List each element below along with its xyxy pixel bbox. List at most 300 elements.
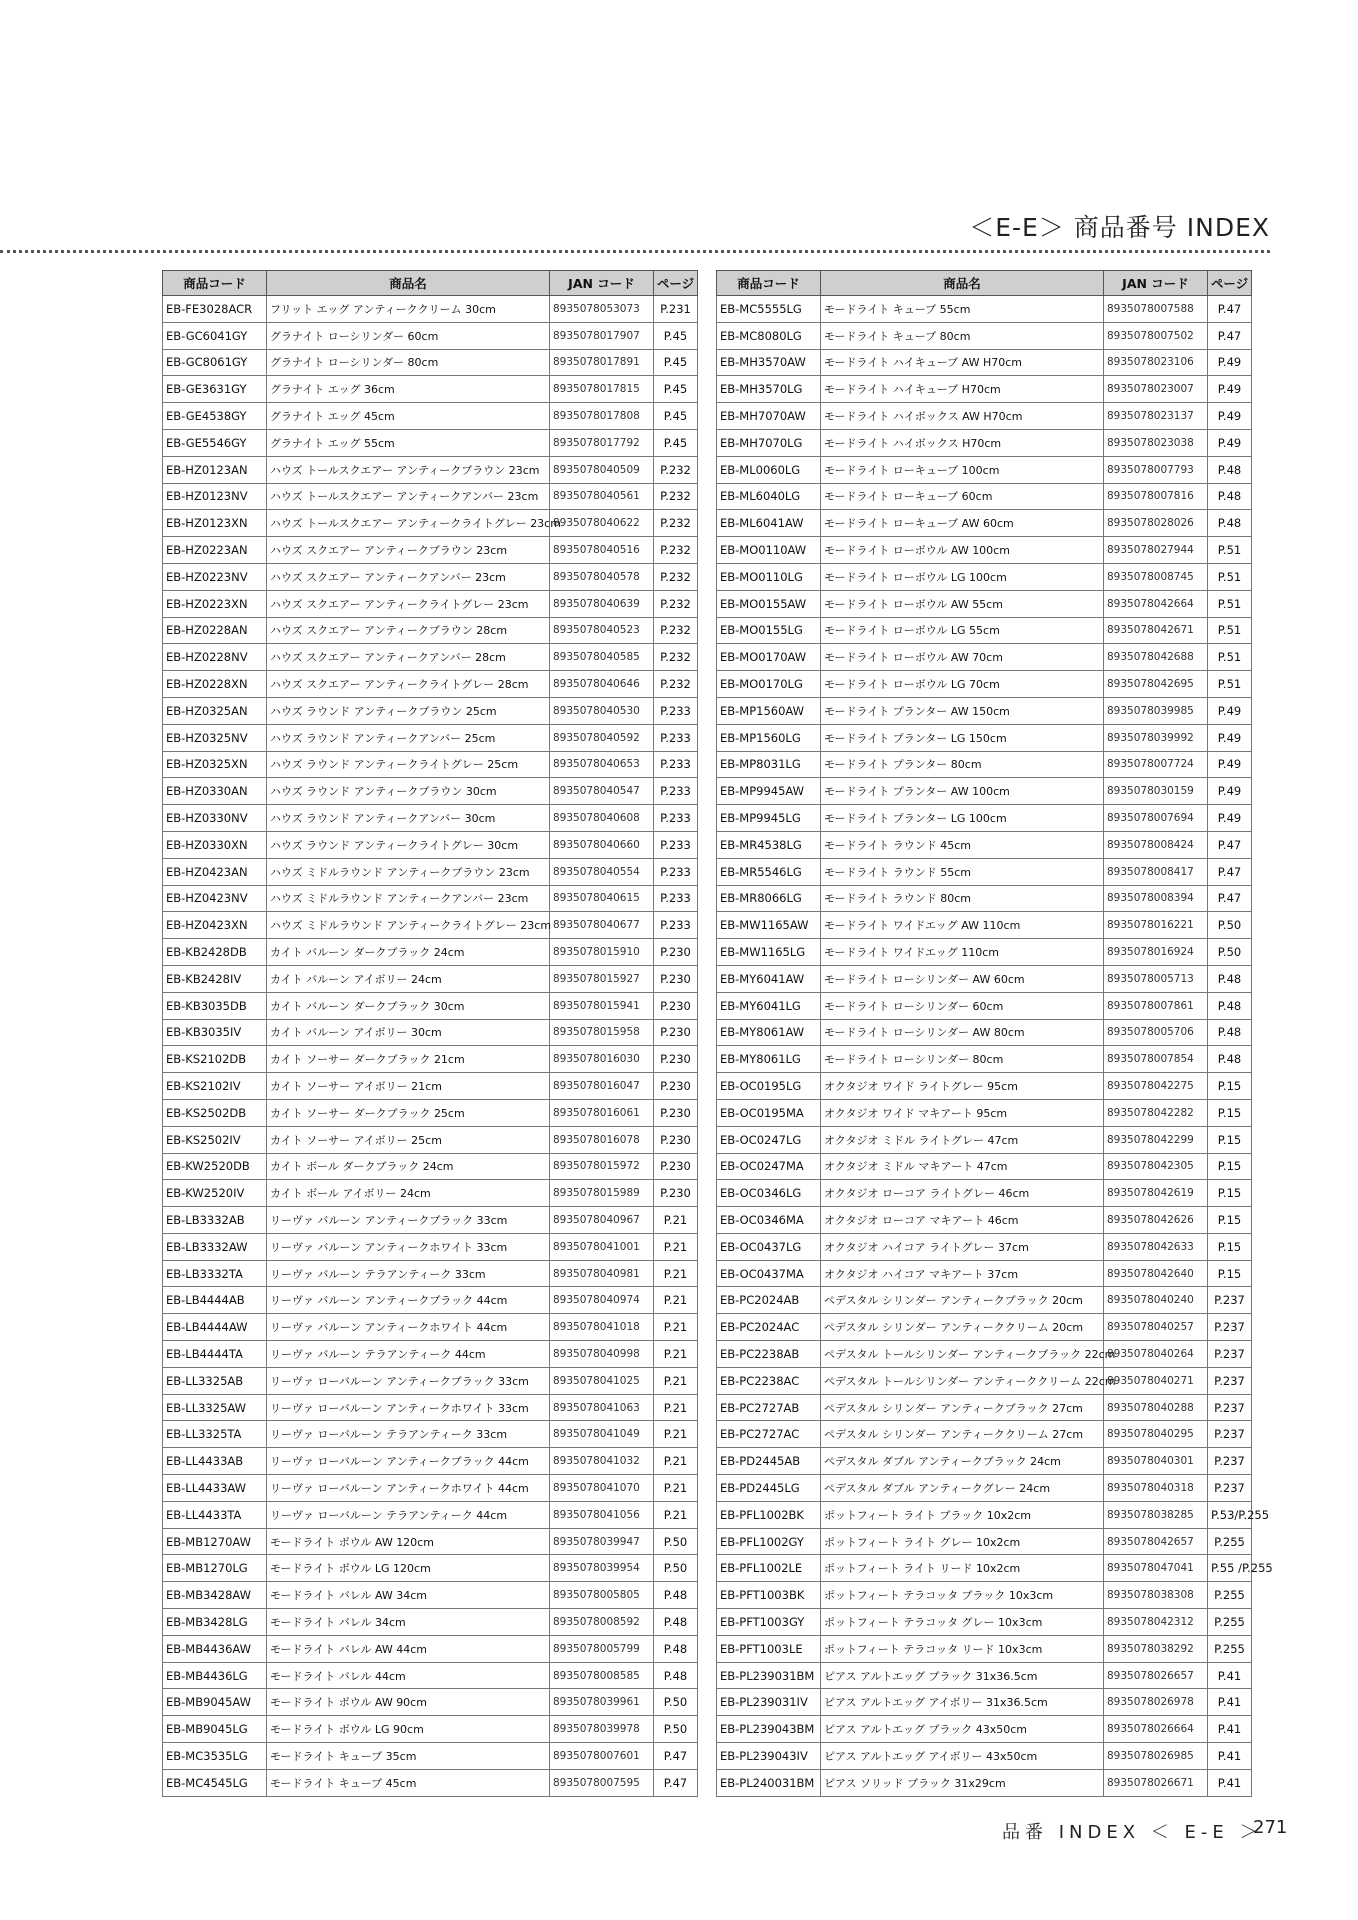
product-name: モードライト キューブ 80cm	[821, 322, 1104, 349]
product-name: ペデスタル シリンダー アンティーククリーム 20cm	[821, 1314, 1104, 1341]
product-code: EB-OC0437MA	[717, 1260, 821, 1287]
table-row	[717, 617, 1252, 644]
product-name: カイト バルーン ダークブラック 30cm	[267, 992, 550, 1019]
product-name: モードライト ローシリンダー 80cm	[821, 1046, 1104, 1073]
product-code: EB-KS2102DB	[163, 1046, 267, 1073]
jan-code: 8935078042275	[1104, 1073, 1208, 1100]
product-code: EB-LL3325TA	[163, 1421, 267, 1448]
table-row	[717, 376, 1252, 403]
jan-code: 8935078040615	[550, 885, 654, 912]
table-row	[163, 697, 698, 724]
product-code: EB-MY8061AW	[717, 1019, 821, 1046]
product-code: EB-KB3035IV	[163, 1019, 267, 1046]
table-row	[717, 1582, 1252, 1609]
product-name: モードライト バレル AW 34cm	[267, 1582, 550, 1609]
jan-code: 8935078040509	[550, 456, 654, 483]
product-name: ピアス アルトエッグ アイボリー 43x50cm	[821, 1743, 1104, 1770]
jan-code: 8935078008417	[1104, 858, 1208, 885]
product-code: EB-PC2024AC	[717, 1314, 821, 1341]
jan-code: 8935078017891	[550, 349, 654, 376]
product-code: EB-MB4436AW	[163, 1635, 267, 1662]
jan-code: 8935078041001	[550, 1233, 654, 1260]
table-row	[163, 376, 698, 403]
jan-code: 8935078040271	[1104, 1367, 1208, 1394]
product-code: EB-ML6040LG	[717, 483, 821, 510]
table-row	[163, 1475, 698, 1502]
page-ref: P.47	[1208, 296, 1252, 323]
page-ref: P.237	[1208, 1421, 1252, 1448]
page-ref: P.15	[1208, 1207, 1252, 1234]
product-name: カイト バルーン ダークブラック 24cm	[267, 939, 550, 966]
product-code: EB-MO0170AW	[717, 644, 821, 671]
jan-code: 8935078040257	[1104, 1314, 1208, 1341]
table-row	[163, 992, 698, 1019]
product-name: リーヴァ バルーン アンティークホワイト 44cm	[267, 1314, 550, 1341]
product-name: カイト ソーサー アイボリー 21cm	[267, 1073, 550, 1100]
product-name: グラナイト エッグ 36cm	[267, 376, 550, 403]
jan-code: 8935078007793	[1104, 456, 1208, 483]
product-code: EB-MC4545LG	[163, 1769, 267, 1796]
footer-label: 品番 INDEX ＜ E-E ＞	[1002, 1822, 1263, 1843]
product-code: EB-MB1270LG	[163, 1555, 267, 1582]
page-ref: P.232	[654, 590, 698, 617]
product-name: モードライト ラウンド 80cm	[821, 885, 1104, 912]
index-table-right	[716, 270, 1273, 1797]
table-row	[717, 1367, 1252, 1394]
product-name: モードライト キューブ 55cm	[821, 296, 1104, 323]
page-ref: P.45	[654, 403, 698, 430]
table-row	[163, 590, 698, 617]
table-row	[717, 1126, 1252, 1153]
jan-code: 8935078047041	[1104, 1555, 1208, 1582]
jan-code: 8935078016061	[550, 1099, 654, 1126]
product-code: EB-HZ0123NV	[163, 483, 267, 510]
table-row	[717, 403, 1252, 430]
product-name: モードライト ローシリンダー AW 60cm	[821, 965, 1104, 992]
page-ref: P.255	[1208, 1582, 1252, 1609]
table-row	[717, 1448, 1252, 1475]
page-ref: P.21	[654, 1233, 698, 1260]
product-name: ハウズ スクエアー アンティークアンバー 28cm	[267, 644, 550, 671]
page-ref: P.53/P.255	[1208, 1501, 1252, 1528]
page-ref: P.232	[654, 483, 698, 510]
page-ref: P.48	[1208, 510, 1252, 537]
jan-code: 8935078042688	[1104, 644, 1208, 671]
table-row	[717, 1421, 1252, 1448]
table-row	[717, 671, 1252, 698]
page-ref: P.255	[1208, 1635, 1252, 1662]
page-ref: P.49	[1208, 376, 1252, 403]
table-row	[163, 778, 698, 805]
product-name: モードライト バレル 34cm	[267, 1609, 550, 1636]
product-code: EB-MH3570LG	[717, 376, 821, 403]
page-ref: P.21	[654, 1475, 698, 1502]
jan-code: 8935078017792	[550, 429, 654, 456]
product-name: モードライト プランター AW 100cm	[821, 778, 1104, 805]
jan-code: 8935078040264	[1104, 1341, 1208, 1368]
product-code: EB-GE4538GY	[163, 403, 267, 430]
page-ref: P.21	[654, 1207, 698, 1234]
product-name: グラナイト エッグ 55cm	[267, 429, 550, 456]
jan-code: 8935078039961	[550, 1689, 654, 1716]
table-row	[163, 1287, 698, 1314]
jan-code: 8935078008424	[1104, 831, 1208, 858]
page-ref: P.232	[654, 617, 698, 644]
product-name: ハウズ スクエアー アンティークライトグレー 23cm	[267, 590, 550, 617]
jan-code: 8935078007601	[550, 1743, 654, 1770]
product-code: EB-MH7070AW	[717, 403, 821, 430]
jan-code: 8935078007595	[550, 1769, 654, 1796]
product-name: モードライト ラウンド 45cm	[821, 831, 1104, 858]
product-code: EB-PL239031BM	[717, 1662, 821, 1689]
page-ref: P.15	[1208, 1233, 1252, 1260]
product-name: ポットフィート テラコッタ グレー 10x3cm	[821, 1609, 1104, 1636]
product-name: カイト ボール ダークブラック 24cm	[267, 1153, 550, 1180]
table-row	[717, 1635, 1252, 1662]
product-code: EB-HZ0123XN	[163, 510, 267, 537]
table-row	[717, 939, 1252, 966]
column-header-jan: JAN コード	[550, 271, 654, 296]
jan-code: 8935078040653	[550, 751, 654, 778]
product-code: EB-PL240031BM	[717, 1769, 821, 1796]
product-code: EB-HZ0325XN	[163, 751, 267, 778]
column-header-page: ページ	[1208, 271, 1252, 296]
page-ref: P.232	[654, 537, 698, 564]
jan-code: 8935078038292	[1104, 1635, 1208, 1662]
page-ref: P.49	[1208, 403, 1252, 430]
table-row	[163, 751, 698, 778]
jan-code: 8935078026671	[1104, 1769, 1208, 1796]
product-name: ハウズ トールスクエアー アンティークライトグレー 23cm	[267, 510, 550, 537]
product-code: EB-HZ0330NV	[163, 805, 267, 832]
table-row	[717, 724, 1252, 751]
jan-code: 8935078017907	[550, 322, 654, 349]
table-row	[163, 644, 698, 671]
table-row	[163, 1635, 698, 1662]
table-row	[163, 1689, 698, 1716]
product-name: カイト ソーサー ダークブラック 25cm	[267, 1099, 550, 1126]
product-name: グラナイト ローシリンダー 60cm	[267, 322, 550, 349]
dotted-divider	[0, 250, 1270, 253]
jan-code: 8935078023007	[1104, 376, 1208, 403]
product-name: ペデスタル シリンダー アンティーククリーム 27cm	[821, 1421, 1104, 1448]
jan-code: 8935078040677	[550, 912, 654, 939]
table-row	[717, 831, 1252, 858]
table-row	[717, 1609, 1252, 1636]
page-ref: P.47	[1208, 858, 1252, 885]
product-name: モードライト ローキューブ 60cm	[821, 483, 1104, 510]
table-row	[717, 1716, 1252, 1743]
jan-code: 8935078005713	[1104, 965, 1208, 992]
product-code: EB-MB4436LG	[163, 1662, 267, 1689]
page-ref: P.237	[1208, 1341, 1252, 1368]
table-row	[163, 429, 698, 456]
product-code: EB-LB3332AB	[163, 1207, 267, 1234]
table-row	[163, 831, 698, 858]
table-row	[717, 1099, 1252, 1126]
jan-code: 8935078007588	[1104, 296, 1208, 323]
product-name: モードライト ボウル LG 120cm	[267, 1555, 550, 1582]
product-name: モードライト ハイボックス AW H70cm	[821, 403, 1104, 430]
product-name: モードライト ローボウル LG 55cm	[821, 617, 1104, 644]
product-name: リーヴァ バルーン テラアンティーク 33cm	[267, 1260, 550, 1287]
page-ref: P.51	[1208, 644, 1252, 671]
page-ref: P.47	[1208, 322, 1252, 349]
product-code: EB-MR5546LG	[717, 858, 821, 885]
jan-code: 8935078016030	[550, 1046, 654, 1073]
table-row	[717, 1287, 1252, 1314]
table-row	[163, 965, 698, 992]
product-code: EB-HZ0330XN	[163, 831, 267, 858]
jan-code: 8935078007816	[1104, 483, 1208, 510]
table-row	[717, 456, 1252, 483]
jan-code: 8935078042619	[1104, 1180, 1208, 1207]
product-name: モードライト バレル AW 44cm	[267, 1635, 550, 1662]
page-ref: P.237	[1208, 1314, 1252, 1341]
product-name: モードライト キューブ 45cm	[267, 1769, 550, 1796]
table-row	[717, 1180, 1252, 1207]
table-row	[717, 510, 1252, 537]
page-ref: P.21	[654, 1341, 698, 1368]
product-name: ポットフィート ライト グレー 10x2cm	[821, 1528, 1104, 1555]
page-ref: P.49	[1208, 805, 1252, 832]
product-code: EB-LB3332TA	[163, 1260, 267, 1287]
page-ref: P.48	[654, 1662, 698, 1689]
page-number: 271	[1253, 1817, 1288, 1838]
jan-code: 8935078040295	[1104, 1421, 1208, 1448]
page-ref: P.47	[654, 1743, 698, 1770]
product-name: ハウズ トールスクエアー アンティークブラウン 23cm	[267, 456, 550, 483]
table-row	[163, 1743, 698, 1770]
page-ref: P.48	[1208, 965, 1252, 992]
page-ref: P.41	[1208, 1689, 1252, 1716]
product-code: EB-HZ0325NV	[163, 724, 267, 751]
table-header-row	[717, 271, 1252, 296]
table-row	[163, 1153, 698, 1180]
jan-code: 8935078023038	[1104, 429, 1208, 456]
product-name: ハウズ スクエアー アンティークライトグレー 28cm	[267, 671, 550, 698]
product-code: EB-PL239043BM	[717, 1716, 821, 1743]
page-ref: P.50	[654, 1716, 698, 1743]
page-ref: P.50	[1208, 939, 1252, 966]
page-ref: P.51	[1208, 563, 1252, 590]
product-name: リーヴァ ローバルーン アンティークブラック 33cm	[267, 1367, 550, 1394]
column-header-code: 商品コード	[717, 271, 821, 296]
product-name: ペデスタル トールシリンダー アンティーククリーム 22cm	[821, 1367, 1104, 1394]
jan-code: 8935078053073	[550, 296, 654, 323]
product-code: EB-MW1165LG	[717, 939, 821, 966]
table-row	[717, 537, 1252, 564]
table-row	[163, 939, 698, 966]
table-row	[717, 1073, 1252, 1100]
product-name: オクタジオ ハイコア ライトグレー 37cm	[821, 1233, 1104, 1260]
product-code: EB-LL3325AW	[163, 1394, 267, 1421]
table-row	[163, 1314, 698, 1341]
product-name: カイト ソーサー アイボリー 25cm	[267, 1126, 550, 1153]
page-ref: P.21	[654, 1394, 698, 1421]
product-name: オクタジオ ワイド マキアート 95cm	[821, 1099, 1104, 1126]
table-row	[163, 1528, 698, 1555]
table-row	[717, 1528, 1252, 1555]
product-code: EB-MP9945LG	[717, 805, 821, 832]
product-code: EB-PFT1003LE	[717, 1635, 821, 1662]
product-code: EB-OC0437LG	[717, 1233, 821, 1260]
page-ref: P.233	[654, 912, 698, 939]
jan-code: 8935078023106	[1104, 349, 1208, 376]
product-name: ペデスタル ダブル アンティークグレー 24cm	[821, 1475, 1104, 1502]
product-name: モードライト ハイキューブ AW H70cm	[821, 349, 1104, 376]
page-ref: P.50	[654, 1528, 698, 1555]
page-ref: P.50	[654, 1689, 698, 1716]
product-name: ハウズ スクエアー アンティークアンバー 23cm	[267, 563, 550, 590]
jan-code: 8935078008745	[1104, 563, 1208, 590]
page-ref: P.230	[654, 1073, 698, 1100]
page-ref: P.232	[654, 644, 698, 671]
table-row	[163, 456, 698, 483]
product-name: モードライト ハイボックス H70cm	[821, 429, 1104, 456]
product-code: EB-MR8066LG	[717, 885, 821, 912]
page-ref: P.230	[654, 965, 698, 992]
product-code: EB-PC2727AB	[717, 1394, 821, 1421]
page-ref: P.230	[654, 1019, 698, 1046]
table-row	[717, 965, 1252, 992]
product-code: EB-KB2428DB	[163, 939, 267, 966]
jan-code: 8935078040318	[1104, 1475, 1208, 1502]
jan-code: 8935078040998	[550, 1341, 654, 1368]
product-name: モードライト バレル 44cm	[267, 1662, 550, 1689]
table-row	[717, 1153, 1252, 1180]
jan-code: 8935078015910	[550, 939, 654, 966]
product-code: EB-ML0060LG	[717, 456, 821, 483]
product-code: EB-OC0346LG	[717, 1180, 821, 1207]
page-ref: P.232	[654, 456, 698, 483]
table-row	[163, 1769, 698, 1796]
table-row	[163, 858, 698, 885]
product-code: EB-OC0346MA	[717, 1207, 821, 1234]
product-code: EB-LB4444AW	[163, 1314, 267, 1341]
page-ref: P.50	[654, 1555, 698, 1582]
table-row	[163, 1716, 698, 1743]
product-code: EB-MP8031LG	[717, 751, 821, 778]
table-row	[163, 1126, 698, 1153]
product-name: リーヴァ バルーン アンティークブラック 44cm	[267, 1287, 550, 1314]
product-code: EB-MH3570AW	[717, 349, 821, 376]
page-ref: P.237	[1208, 1448, 1252, 1475]
product-code: EB-MO0110AW	[717, 537, 821, 564]
product-code: EB-PC2238AB	[717, 1341, 821, 1368]
product-name: モードライト ローボウル AW 70cm	[821, 644, 1104, 671]
page-ref: P.49	[1208, 724, 1252, 751]
product-name: ペデスタル ダブル アンティークブラック 24cm	[821, 1448, 1104, 1475]
table-row	[717, 1019, 1252, 1046]
product-name: モードライト プランター LG 150cm	[821, 724, 1104, 751]
table-row	[163, 617, 698, 644]
jan-code: 8935078040639	[550, 590, 654, 617]
page-ref: P.230	[654, 1180, 698, 1207]
product-name: カイト バルーン アイボリー 24cm	[267, 965, 550, 992]
page-ref: P.49	[1208, 697, 1252, 724]
table-row	[163, 1421, 698, 1448]
page-ref: P.233	[654, 885, 698, 912]
product-name: モードライト ローキューブ 100cm	[821, 456, 1104, 483]
jan-code: 8935078016221	[1104, 912, 1208, 939]
product-name: フリット エッグ アンティーククリーム 30cm	[267, 296, 550, 323]
page-ref: P.47	[1208, 885, 1252, 912]
page-ref: P.41	[1208, 1743, 1252, 1770]
table-row	[163, 1180, 698, 1207]
product-code: EB-PFT1003GY	[717, 1609, 821, 1636]
table-row	[163, 1448, 698, 1475]
page-ref: P.41	[1208, 1662, 1252, 1689]
product-code: EB-FE3028ACR	[163, 296, 267, 323]
product-name: モードライト ローシリンダー AW 80cm	[821, 1019, 1104, 1046]
jan-code: 8935078042640	[1104, 1260, 1208, 1287]
table-row	[717, 1769, 1252, 1796]
jan-code: 8935078040301	[1104, 1448, 1208, 1475]
page-ref: P.230	[654, 1153, 698, 1180]
product-code: EB-HZ0123AN	[163, 456, 267, 483]
page-ref: P.15	[1208, 1099, 1252, 1126]
jan-code: 8935078027944	[1104, 537, 1208, 564]
table-row	[163, 1233, 698, 1260]
product-code: EB-OC0195MA	[717, 1099, 821, 1126]
product-code: EB-KS2502IV	[163, 1126, 267, 1153]
product-name: ポットフィート ライト リード 10x2cm	[821, 1555, 1104, 1582]
table-row	[717, 1555, 1252, 1582]
page-ref: P.41	[1208, 1716, 1252, 1743]
product-code: EB-LL4433AW	[163, 1475, 267, 1502]
page-ref: P.48	[654, 1609, 698, 1636]
jan-code: 8935078042671	[1104, 617, 1208, 644]
table-row	[717, 1743, 1252, 1770]
jan-code: 8935078040585	[550, 644, 654, 671]
page-ref: P.231	[654, 296, 698, 323]
product-code: EB-KB2428IV	[163, 965, 267, 992]
product-code: EB-LL3325AB	[163, 1367, 267, 1394]
table-row	[163, 1394, 698, 1421]
jan-code: 8935078015989	[550, 1180, 654, 1207]
table-row	[163, 885, 698, 912]
page-ref: P.48	[1208, 456, 1252, 483]
product-code: EB-MW1165AW	[717, 912, 821, 939]
jan-code: 8935078040530	[550, 697, 654, 724]
jan-code: 8935078040981	[550, 1260, 654, 1287]
product-name: リーヴァ バルーン アンティークホワイト 33cm	[267, 1233, 550, 1260]
table-row	[163, 1582, 698, 1609]
page-ref: P.49	[1208, 778, 1252, 805]
product-code: EB-HZ0325AN	[163, 697, 267, 724]
table-row	[163, 1367, 698, 1394]
product-name: モードライト ワイドエッグ 110cm	[821, 939, 1104, 966]
product-name: ペデスタル シリンダー アンティークブラック 27cm	[821, 1394, 1104, 1421]
page-ref: P.48	[1208, 1046, 1252, 1073]
product-code: EB-LB4444AB	[163, 1287, 267, 1314]
product-name: ペデスタル トールシリンダー アンティークブラック 22cm	[821, 1341, 1104, 1368]
jan-code: 8935078007861	[1104, 992, 1208, 1019]
page-ref: P.51	[1208, 537, 1252, 564]
column-header-jan: JAN コード	[1104, 271, 1208, 296]
page-ref: P.51	[1208, 617, 1252, 644]
table-row	[717, 349, 1252, 376]
product-code: EB-LB4444TA	[163, 1341, 267, 1368]
product-name: ハウズ ミドルラウンド アンティークブラウン 23cm	[267, 858, 550, 885]
product-code: EB-OC0247MA	[717, 1153, 821, 1180]
product-name: モードライト ラウンド 55cm	[821, 858, 1104, 885]
jan-code: 8935078042695	[1104, 671, 1208, 698]
jan-code: 8935078041032	[550, 1448, 654, 1475]
product-code: EB-GE3631GY	[163, 376, 267, 403]
jan-code: 8935078015972	[550, 1153, 654, 1180]
